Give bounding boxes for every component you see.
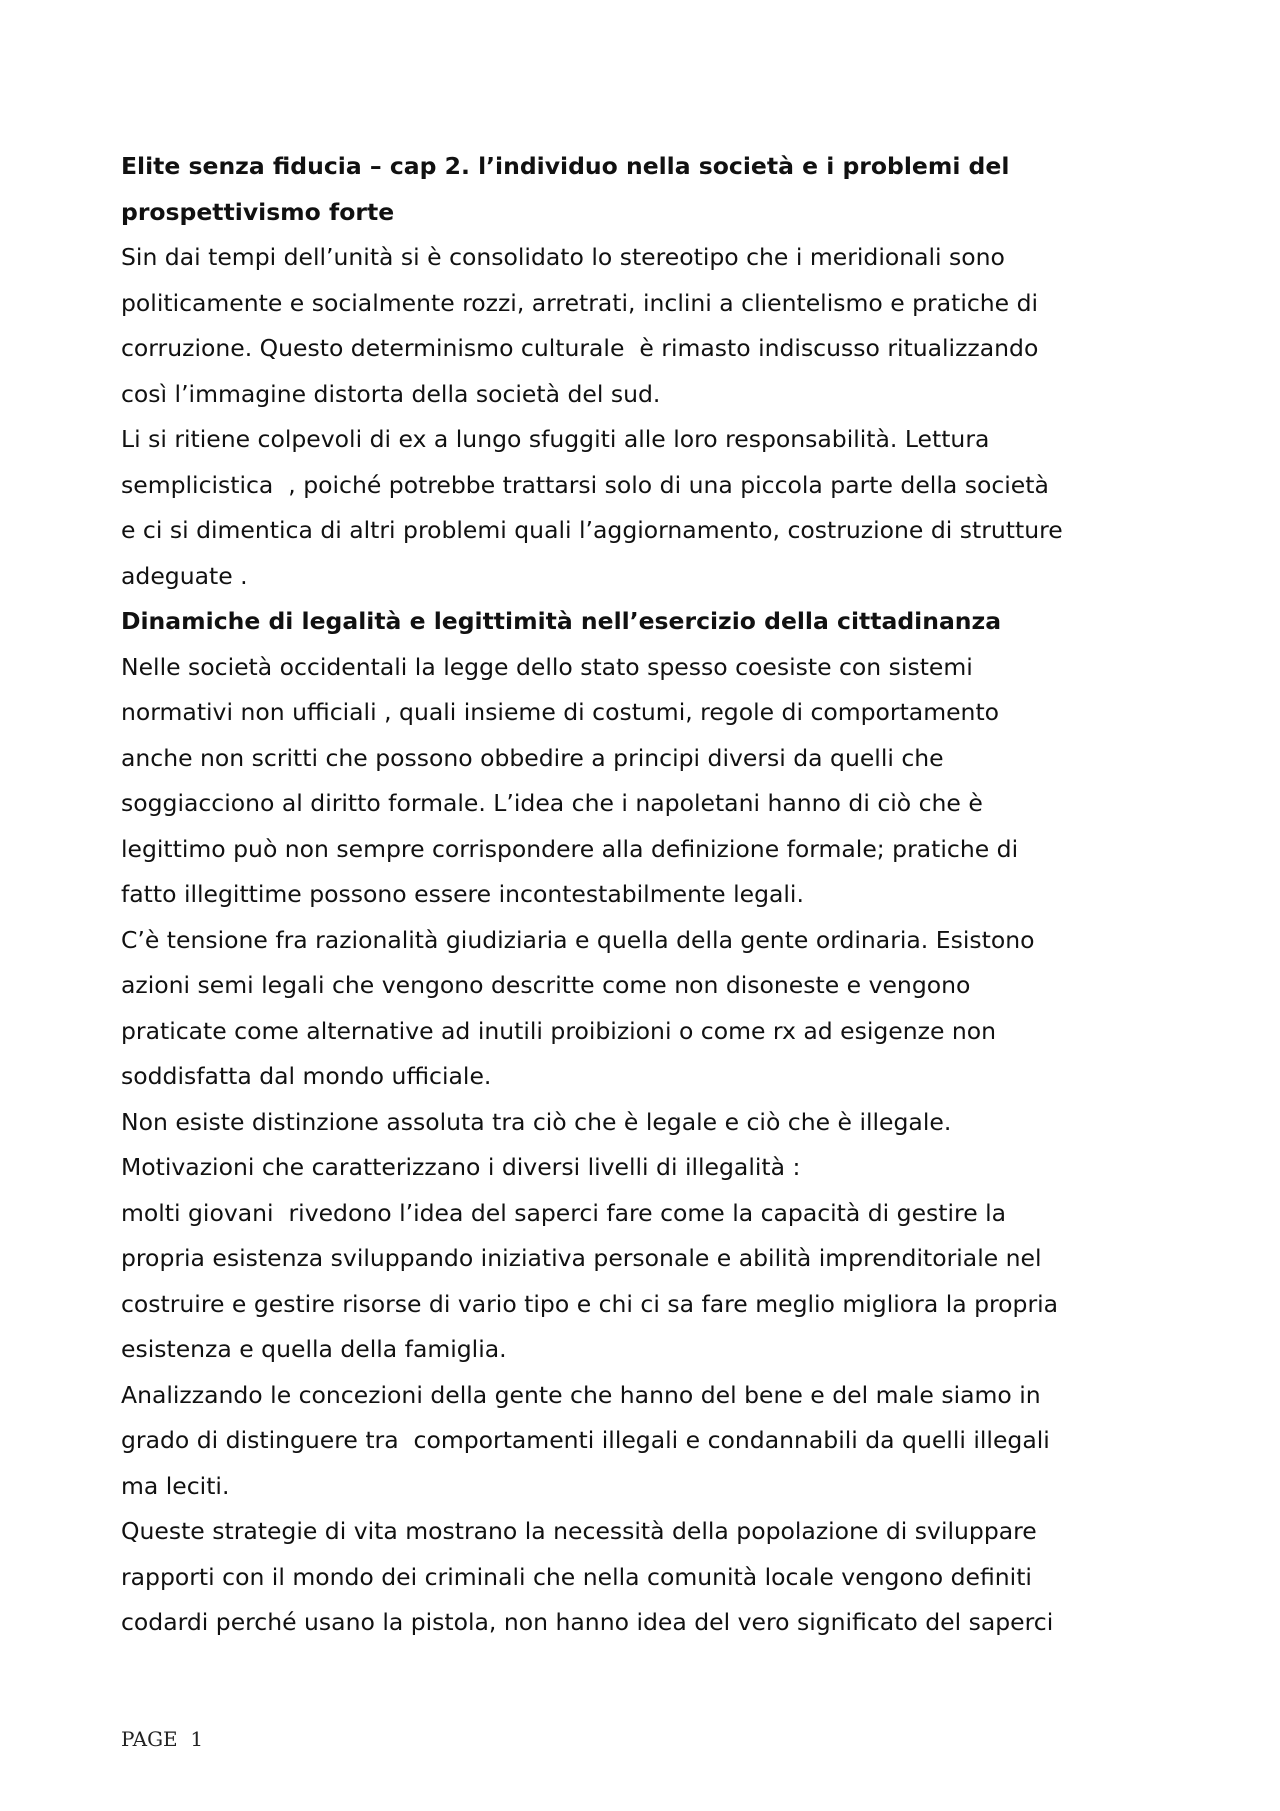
text-line: politicamente e socialmente rozzi, arretrati, inclini a clientelismo e pratiche di: [121, 288, 1039, 317]
text-line: Motivazioni che caratterizzano i diversi livelli di illegalità :: [121, 1153, 801, 1181]
heading-line: Dinamiche di legalità e legittimità nell’esercizio della cittadinanza: [121, 607, 1002, 635]
text-line: così l’immagine distorta della società del sud.: [121, 379, 661, 408]
text-line: legittimo può non sempre corrispondere alla definizione formale; pratiche di: [121, 834, 1019, 863]
text-line: Li si ritiene colpevoli di ex a lungo sfuggiti alle loro responsabilità. Lettura: [121, 425, 990, 453]
text-line: fatto illegittime possono essere incontestabilmente legali.: [121, 880, 804, 908]
heading-line: Elite senza fiducia – cap 2. l’individuo nella società e i problemi del: [121, 152, 1010, 180]
text-line: esistenza e quella della famiglia.: [121, 1335, 507, 1363]
text-line: anche non scritti che possono obbedire a principi diversi da quelli che: [121, 743, 944, 772]
text-line: Analizzando le concezioni della gente che hanno del bene e del male siamo in: [121, 1380, 1041, 1409]
text-line: costruire e gestire risorse di vario tipo e chi ci sa fare meglio migliora la propria: [121, 1289, 1059, 1318]
page-footer: PAGE 1: [121, 1727, 204, 1751]
text-line: Non esiste distinzione assoluta tra ciò che è legale e ciò che è illegale.: [121, 1107, 952, 1136]
text-line: C’è tensione fra razionalità giudiziaria e quella della gente ordinaria. Esistono: [121, 925, 1035, 954]
text-line: Nelle società occidentali la legge dello stato spesso coesiste con sistemi: [121, 652, 973, 681]
text-line: normativi non ufficiali , quali insieme di costumi, regole di comportamento: [121, 698, 1000, 726]
text-line: soddisfatta dal mondo ufficiale.: [121, 1062, 492, 1090]
text-line: corruzione. Questo determinismo culturale è rimasto indiscusso ritualizzando: [121, 334, 1039, 362]
heading-line: prospettivismo forte: [121, 197, 395, 226]
text-line: e ci si dimentica di altri problemi quali l’aggiornamento, costruzione di strutture: [121, 516, 1063, 544]
text-line: adeguate .: [121, 561, 248, 590]
text-line: Queste strategie di vita mostrano la necessità della popolazione di sviluppare: [121, 1517, 1037, 1545]
text-line: azioni semi legali che vengono descritte come non disoneste e vengono: [121, 971, 971, 999]
text-line: soggiacciono al diritto formale. L’idea che i napoletani hanno di ciò che è: [121, 789, 983, 817]
text-line: codardi perché usano la pistola, non hanno idea del vero significato del saperci: [121, 1608, 1054, 1636]
text-line: semplicistica , poiché potrebbe trattarsi solo di una piccola parte della società: [121, 470, 1049, 499]
text-line: praticate come alternative ad inutili proibizioni o come rx ad esigenze non: [121, 1016, 997, 1045]
text-line: grado di distinguere tra comportamenti illegali e condannabili da quelli illegali: [121, 1426, 1050, 1454]
text-line: rapporti con il mondo dei criminali che nella comunità locale vengono definiti: [121, 1562, 1032, 1591]
text-line: Sin dai tempi dell’unità si è consolidato lo stereotipo che i meridionali sono: [121, 243, 1005, 271]
text-line: propria esistenza sviluppando iniziativa personale e abilità imprenditoriale nel: [121, 1244, 1042, 1272]
document-body: [121, 144, 1181, 1646]
text-line: molti giovani rivedono l’idea del saperci fare come la capacità di gestire la: [121, 1198, 1007, 1227]
text-line: ma leciti.: [121, 1471, 230, 1500]
